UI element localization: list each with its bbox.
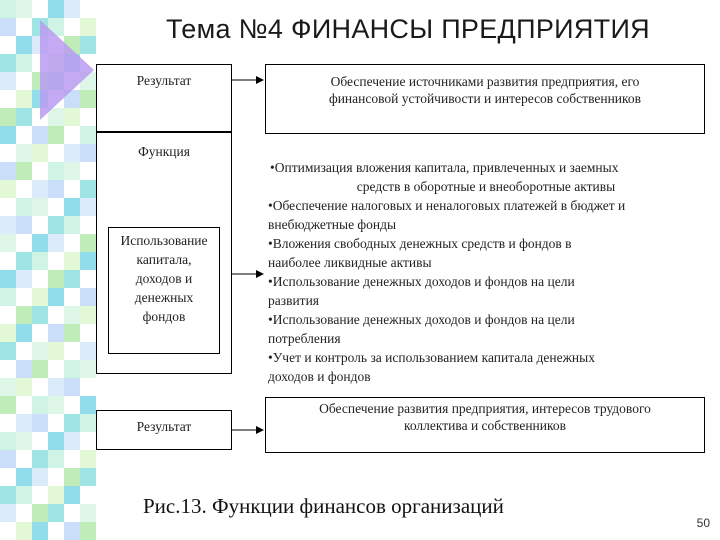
- strip-square: [16, 432, 32, 450]
- functions-line: •Оптимизация вложения капитала, привлеченных и заемных: [270, 160, 619, 175]
- strip-square: [48, 450, 64, 468]
- strip-square: [80, 198, 96, 216]
- strip-square: [0, 108, 16, 126]
- strip-square: [0, 162, 16, 180]
- strip-square: [80, 234, 96, 252]
- strip-square: [32, 234, 48, 252]
- strip-square: [32, 504, 48, 522]
- strip-square: [16, 270, 32, 288]
- strip-square: [0, 234, 16, 252]
- functions-list: [268, 158, 704, 386]
- strip-square: [48, 162, 64, 180]
- strip-square: [16, 306, 32, 324]
- functions-line: внебюджетные фонды: [268, 217, 397, 232]
- strip-square: [64, 360, 80, 378]
- strip-square: [48, 486, 64, 504]
- development-box: [265, 397, 705, 453]
- strip-square: [32, 144, 48, 162]
- strip-square: [64, 216, 80, 234]
- strip-square: [48, 0, 64, 18]
- sources-box: [265, 64, 705, 134]
- result-bottom-box: [96, 410, 232, 450]
- strip-square: [64, 414, 80, 432]
- strip-square: [0, 18, 16, 36]
- decorative-triangle: [40, 20, 94, 120]
- decorative-strip: [0, 0, 96, 540]
- inner-line: денежных: [134, 290, 194, 305]
- strip-square: [80, 144, 96, 162]
- inner-line: капитала,: [136, 252, 192, 267]
- strip-square: [80, 468, 96, 486]
- strip-square: [48, 324, 64, 342]
- strip-square: [48, 270, 64, 288]
- strip-square: [32, 468, 48, 486]
- strip-square: [32, 180, 48, 198]
- strip-square: [16, 216, 32, 234]
- page-title: Тема №4 ФИНАНСЫ ПРЕДПРИЯТИЯ: [166, 14, 650, 44]
- strip-square: [16, 36, 32, 54]
- inner-line: Использование: [120, 233, 208, 248]
- strip-square: [64, 162, 80, 180]
- strip-square: [0, 216, 16, 234]
- strip-square: [16, 360, 32, 378]
- functions-line: средств в оборотные и внеоборотные активы: [356, 179, 616, 194]
- functions-line: •Использование денежных доходов и фондов на цели: [268, 274, 575, 289]
- strip-square: [64, 0, 80, 18]
- strip-square: [48, 180, 64, 198]
- sources-line: финансовой устойчивости и интересов собственников: [328, 91, 642, 106]
- strip-square: [80, 252, 96, 270]
- strip-square: [80, 522, 96, 540]
- strip-square: [80, 396, 96, 414]
- strip-square: [80, 360, 96, 378]
- figure-caption: Рис.13. Функции финансов организаций: [143, 494, 504, 518]
- strip-square: [0, 342, 16, 360]
- strip-square: [0, 450, 16, 468]
- result-top-box: [96, 64, 232, 132]
- functions-line: •Использование денежных доходов и фондов на цели: [268, 312, 575, 327]
- strip-square: [32, 414, 48, 432]
- strip-square: [32, 306, 48, 324]
- strip-square: [64, 432, 80, 450]
- strip-square: [64, 378, 80, 396]
- strip-square: [16, 162, 32, 180]
- strip-square: [16, 54, 32, 72]
- strip-square: [0, 72, 16, 90]
- strip-square: [0, 54, 16, 72]
- strip-square: [16, 0, 32, 18]
- strip-square: [80, 180, 96, 198]
- strip-square: [48, 504, 64, 522]
- function-inner-box: [108, 227, 220, 354]
- strip-square: [16, 90, 32, 108]
- strip-square: [0, 126, 16, 144]
- strip-square: [48, 288, 64, 306]
- strip-square: [64, 468, 80, 486]
- strip-square: [16, 414, 32, 432]
- strip-square: [16, 468, 32, 486]
- strip-square: [0, 378, 16, 396]
- development-line: Обеспечение развития предприятия, интересов трудового: [319, 401, 651, 416]
- strip-square: [48, 432, 64, 450]
- strip-square: [64, 252, 80, 270]
- strip-square: [32, 396, 48, 414]
- strip-square: [32, 360, 48, 378]
- strip-square: [0, 486, 16, 504]
- strip-square: [16, 486, 32, 504]
- functions-line: •Учет и контроль за использованием капитала денежных: [268, 350, 595, 365]
- strip-square: [16, 108, 32, 126]
- inner-line: фондов: [142, 309, 186, 324]
- strip-square: [32, 342, 48, 360]
- function-label: Функция: [138, 144, 190, 159]
- strip-square: [32, 288, 48, 306]
- strip-square: [48, 126, 64, 144]
- strip-square: [16, 522, 32, 540]
- strip-square: [48, 216, 64, 234]
- strip-square: [64, 270, 80, 288]
- strip-square: [16, 144, 32, 162]
- strip-square: [80, 450, 96, 468]
- strip-square: [0, 396, 16, 414]
- strip-square: [64, 486, 80, 504]
- strip-square: [64, 144, 80, 162]
- strip-square: [80, 126, 96, 144]
- strip-square: [80, 342, 96, 360]
- strip-square: [32, 126, 48, 144]
- strip-square: [80, 288, 96, 306]
- strip-square: [32, 522, 48, 540]
- strip-square: [48, 378, 64, 396]
- strip-square: [16, 324, 32, 342]
- development-line: коллектива и собственников: [403, 418, 567, 433]
- strip-square: [80, 504, 96, 522]
- result-top-label: Результат: [136, 73, 192, 88]
- functions-line: потребления: [268, 331, 341, 346]
- functions-line: •Обеспечение налоговых и неналоговых платежей в бюджет и: [268, 198, 626, 213]
- functions-line: •Вложения свободных денежных средств и фондов в: [268, 236, 572, 251]
- strip-square: [0, 180, 16, 198]
- strip-square: [32, 252, 48, 270]
- strip-square: [32, 450, 48, 468]
- strip-square: [64, 522, 80, 540]
- sources-line: Обеспечение источниками развития предприятия, его: [330, 74, 640, 89]
- functions-line: развития: [268, 293, 320, 308]
- strip-square: [48, 396, 64, 414]
- strip-square: [64, 198, 80, 216]
- functions-line: доходов и фондов: [268, 369, 371, 384]
- inner-line: доходов и: [135, 271, 193, 286]
- strip-square: [64, 306, 80, 324]
- function-box: [96, 132, 232, 374]
- strip-square: [48, 234, 64, 252]
- strip-square: [0, 0, 16, 18]
- strip-square: [16, 252, 32, 270]
- strip-square: [16, 198, 32, 216]
- strip-square: [48, 342, 64, 360]
- strip-square: [0, 288, 16, 306]
- strip-square: [80, 306, 96, 324]
- strip-square: [64, 324, 80, 342]
- result-bottom-label: Результат: [136, 419, 192, 434]
- page-number: 50: [696, 516, 710, 530]
- strip-square: [16, 378, 32, 396]
- strip-square: [80, 414, 96, 432]
- strip-square: [0, 270, 16, 288]
- strip-square: [0, 432, 16, 450]
- strip-square: [0, 324, 16, 342]
- strip-square: [0, 504, 16, 522]
- functions-line: наиболее ликвидные активы: [268, 255, 432, 270]
- strip-square: [32, 198, 48, 216]
